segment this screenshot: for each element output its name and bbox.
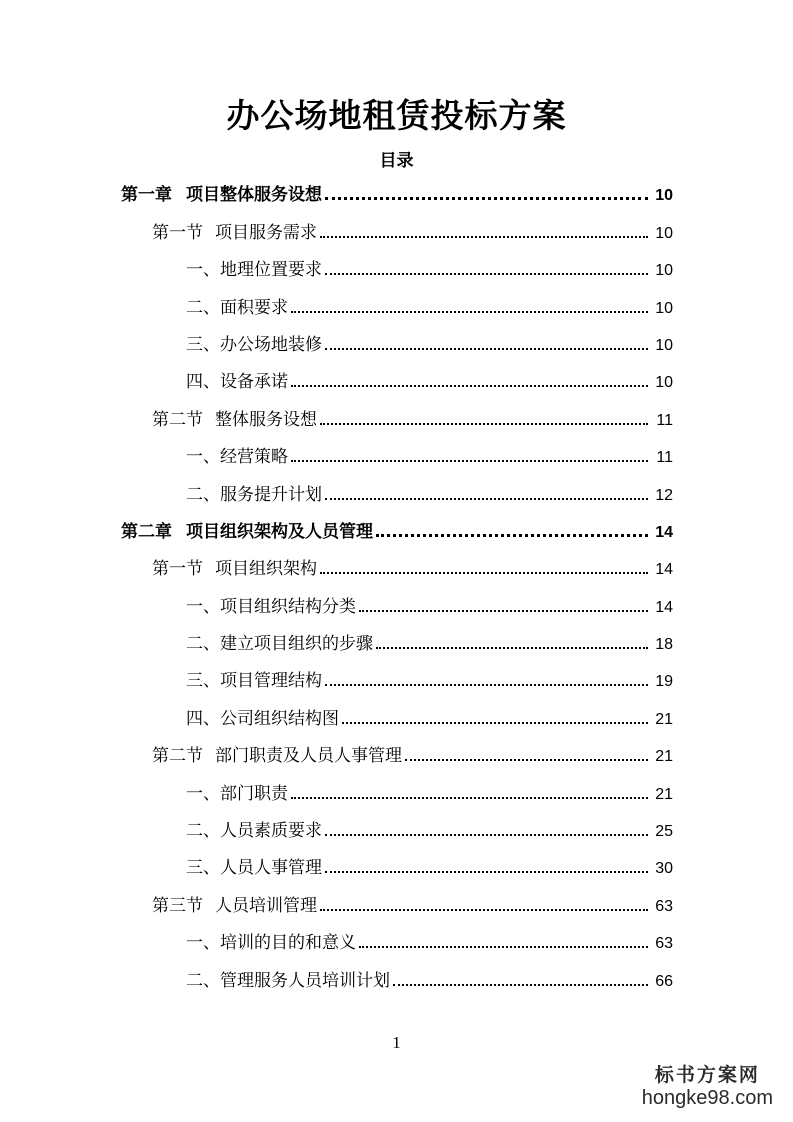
toc-entry[interactable] bbox=[0, 361, 673, 398]
watermark-site-name: 标书方案网 bbox=[654, 1064, 760, 1086]
toc-entry-label: 服务提升计划 bbox=[220, 484, 322, 505]
toc-entry-page: 63 bbox=[655, 935, 673, 953]
toc-entry-number: 第一章 bbox=[121, 185, 172, 206]
toc-entry-title bbox=[186, 367, 288, 392]
toc-entry-label: 办公场地装修 bbox=[220, 334, 322, 355]
toc-entry-label: 整体服务设想 bbox=[215, 409, 317, 430]
toc-dot-leader bbox=[325, 348, 648, 350]
toc-entry[interactable] bbox=[0, 249, 673, 286]
document-title: 办公场地租赁投标方案 bbox=[226, 96, 567, 135]
toc-entry-title bbox=[121, 517, 373, 542]
toc-entry[interactable] bbox=[0, 548, 673, 585]
toc-entry-number: 第三节 bbox=[152, 895, 203, 916]
toc-entry[interactable] bbox=[0, 884, 673, 921]
toc-entry-number: 二、 bbox=[186, 297, 220, 318]
toc-dot-leader bbox=[325, 197, 648, 200]
toc-entry-number: 一、 bbox=[186, 447, 220, 468]
toc-entry-number: 二、 bbox=[186, 821, 220, 842]
toc-dot-leader bbox=[342, 722, 648, 724]
toc-entry[interactable] bbox=[0, 324, 673, 361]
toc-entry-number: 第二节 bbox=[152, 409, 203, 430]
toc-entry-title bbox=[186, 816, 322, 841]
toc-entry[interactable] bbox=[0, 810, 673, 847]
toc-heading: 目录 bbox=[379, 151, 414, 171]
toc-dot-leader bbox=[325, 498, 648, 500]
toc-dot-leader bbox=[359, 946, 648, 948]
toc-entry-title bbox=[121, 180, 322, 205]
toc-entry-page: 66 bbox=[655, 972, 673, 990]
toc-entry-label: 人员素质要求 bbox=[220, 821, 322, 842]
toc-entry-label: 项目组织架构 bbox=[215, 559, 317, 580]
toc-dot-leader bbox=[325, 871, 648, 873]
toc-entry-number: 三、 bbox=[186, 858, 220, 879]
toc-entry-page: 10 bbox=[655, 187, 673, 205]
toc-entry[interactable] bbox=[0, 174, 673, 211]
toc-entry-page: 14 bbox=[655, 523, 673, 541]
toc-entry-title bbox=[186, 330, 322, 355]
toc-entry[interactable] bbox=[0, 211, 673, 248]
toc-entry-number: 三、 bbox=[186, 334, 220, 355]
toc-entry-title bbox=[186, 966, 390, 991]
toc-entry-title bbox=[186, 779, 288, 804]
toc-entry-label: 培训的目的和意义 bbox=[220, 933, 356, 954]
toc-dot-leader bbox=[325, 834, 648, 836]
toc-entry-number: 三、 bbox=[186, 671, 220, 692]
toc-entry-title bbox=[152, 405, 317, 430]
toc-entry-label: 部门职责及人员人事管理 bbox=[215, 746, 402, 767]
toc-entry-page: 30 bbox=[655, 860, 673, 878]
toc-entry-label: 项目组织架构及人员管理 bbox=[186, 521, 373, 542]
toc-entry-title bbox=[186, 666, 322, 691]
toc-entry-page: 21 bbox=[655, 748, 673, 766]
toc-entry-title bbox=[152, 741, 402, 766]
toc-entry[interactable] bbox=[0, 473, 673, 510]
toc-dot-leader bbox=[376, 534, 648, 537]
toc-entry-number: 一、 bbox=[186, 783, 220, 804]
toc-entry-label: 项目组织结构分类 bbox=[220, 596, 356, 617]
toc-entry[interactable] bbox=[0, 697, 673, 734]
toc-entry-page: 10 bbox=[655, 224, 673, 242]
toc-entry-page: 21 bbox=[655, 785, 673, 803]
toc-entry-page: 10 bbox=[655, 262, 673, 280]
toc-entry-number: 一、 bbox=[186, 260, 220, 281]
toc-dot-leader bbox=[393, 984, 648, 986]
toc-entry[interactable] bbox=[0, 286, 673, 323]
toc-entry-number: 第二节 bbox=[152, 746, 203, 767]
toc-entry-label: 项目整体服务设想 bbox=[186, 185, 322, 206]
toc-dot-leader bbox=[291, 460, 648, 462]
toc-dot-leader bbox=[325, 273, 648, 275]
toc-entry-label: 设备承诺 bbox=[220, 372, 288, 393]
toc-dot-leader bbox=[291, 385, 648, 387]
toc-entry-label: 人员培训管理 bbox=[215, 895, 317, 916]
toc-entry-number: 第二章 bbox=[121, 521, 172, 542]
toc-entry-label: 项目服务需求 bbox=[215, 222, 317, 243]
toc-entry-label: 部门职责 bbox=[220, 783, 288, 804]
toc-entry-page: 10 bbox=[655, 299, 673, 317]
toc-entry-title bbox=[186, 480, 322, 505]
toc-entry-page: 12 bbox=[655, 486, 673, 504]
toc-dot-leader bbox=[291, 311, 648, 313]
toc-entry-title bbox=[152, 218, 317, 243]
toc-entry-title bbox=[186, 255, 322, 280]
toc-entry-title bbox=[186, 592, 356, 617]
toc-entry-number: 四、 bbox=[186, 372, 220, 393]
table-of-contents bbox=[0, 174, 793, 997]
toc-entry-title bbox=[186, 293, 288, 318]
toc-entry-number: 二、 bbox=[186, 970, 220, 991]
toc-entry-title bbox=[186, 629, 373, 654]
toc-dot-leader bbox=[320, 423, 648, 425]
toc-dot-leader bbox=[325, 684, 648, 686]
toc-entry-title bbox=[186, 704, 339, 729]
toc-entry-title bbox=[186, 928, 356, 953]
toc-entry-page: 10 bbox=[655, 374, 673, 392]
toc-entry-page: 10 bbox=[655, 336, 673, 354]
toc-entry[interactable] bbox=[0, 398, 673, 435]
toc-entry-number: 第一节 bbox=[152, 222, 203, 243]
toc-entry-page: 19 bbox=[655, 673, 673, 691]
toc-dot-leader bbox=[405, 759, 648, 761]
toc-dot-leader bbox=[320, 572, 648, 574]
toc-entry-page: 14 bbox=[655, 598, 673, 616]
toc-entry-page: 25 bbox=[655, 823, 673, 841]
toc-entry-page: 21 bbox=[655, 710, 673, 728]
toc-entry[interactable] bbox=[0, 585, 673, 622]
toc-entry-title bbox=[186, 853, 322, 878]
toc-entry[interactable] bbox=[0, 436, 673, 473]
toc-entry-page: 18 bbox=[655, 636, 673, 654]
toc-dot-leader bbox=[291, 797, 648, 799]
toc-entry-number: 四、 bbox=[186, 708, 220, 729]
toc-entry[interactable] bbox=[0, 511, 673, 548]
toc-entry-page: 14 bbox=[655, 561, 673, 579]
toc-entry[interactable] bbox=[0, 772, 673, 809]
toc-entry-title bbox=[152, 891, 317, 916]
page-number: 1 bbox=[392, 1033, 401, 1052]
toc-entry[interactable] bbox=[0, 922, 673, 959]
toc-entry-number: 二、 bbox=[186, 484, 220, 505]
toc-entry-title bbox=[152, 554, 317, 579]
toc-entry[interactable] bbox=[0, 847, 673, 884]
toc-entry-label: 经营策略 bbox=[220, 447, 288, 468]
toc-entry-title bbox=[186, 442, 288, 467]
site-watermark bbox=[642, 1064, 773, 1110]
toc-entry-label: 面积要求 bbox=[220, 297, 288, 318]
toc-dot-leader bbox=[320, 236, 648, 238]
toc-dot-leader bbox=[376, 647, 648, 649]
toc-entry[interactable] bbox=[0, 735, 673, 772]
toc-dot-leader bbox=[359, 610, 648, 612]
toc-entry-page: 11 bbox=[656, 411, 673, 429]
toc-entry[interactable] bbox=[0, 959, 673, 996]
toc-entry-number: 一、 bbox=[186, 933, 220, 954]
toc-entry-label: 公司组织结构图 bbox=[220, 708, 339, 729]
toc-entry-page: 63 bbox=[655, 897, 673, 915]
toc-entry-label: 项目管理结构 bbox=[220, 671, 322, 692]
toc-entry-number: 第一节 bbox=[152, 559, 203, 580]
toc-dot-leader bbox=[320, 909, 648, 911]
watermark-site-url: hongke98.com bbox=[641, 1087, 773, 1109]
toc-entry-label: 建立项目组织的步骤 bbox=[220, 634, 373, 655]
toc-entry-number: 二、 bbox=[186, 634, 220, 655]
toc-entry-number: 一、 bbox=[186, 596, 220, 617]
toc-entry-label: 人员人事管理 bbox=[220, 858, 322, 879]
toc-entry[interactable] bbox=[0, 623, 673, 660]
toc-entry-label: 地理位置要求 bbox=[220, 260, 322, 281]
toc-entry-page: 11 bbox=[656, 449, 673, 467]
toc-entry-label: 管理服务人员培训计划 bbox=[220, 970, 390, 991]
toc-entry[interactable] bbox=[0, 660, 673, 697]
